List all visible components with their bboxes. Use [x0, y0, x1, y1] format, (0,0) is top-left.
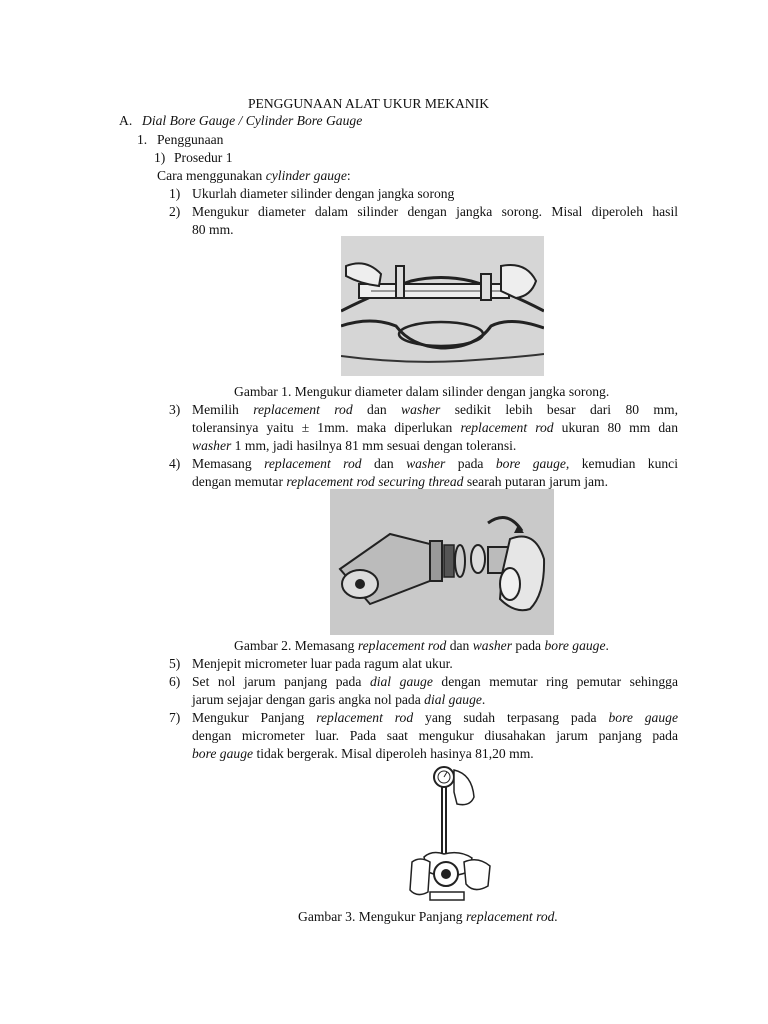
figure-1-caliper-image	[341, 236, 544, 376]
s3-d: washer	[401, 402, 441, 417]
g2-d: washer	[472, 638, 513, 653]
s3-l2a: toleransinya yaitu ± 1mm. maka diperlukan	[192, 420, 461, 435]
s4-a: Memasang	[192, 456, 265, 471]
intro-line	[157, 167, 351, 185]
s7-l3a: bore gauge	[192, 746, 254, 761]
figure-2-bore-gauge-image	[330, 489, 554, 635]
step-7-line-1	[192, 709, 678, 727]
section-a-title: Dial Bore Gauge / Cylinder Bore Gauge	[142, 113, 363, 128]
s4-l2a: dengan memutar	[192, 474, 287, 489]
s3-b: replacement rod	[253, 402, 353, 417]
s3-l3b: 1 mm, jadi hasilnya 81 mm sesuai dengan toleransi.	[231, 438, 517, 453]
s6-c: dengan memutar ring pemutar sehingga	[432, 674, 678, 689]
figure-2-caption	[234, 637, 609, 655]
s4-l2b: replacement rod securing thread	[286, 474, 464, 489]
micrometer-bore-gauge-illustration	[402, 762, 502, 904]
step-1-number: 1)	[169, 186, 181, 201]
figure-1-caption: Gambar 1. Mengukur diameter dalam silinder dengan jangka sorong.	[234, 384, 610, 399]
figure-3-caption	[298, 908, 558, 926]
step-1-text: Ukurlah diameter silinder dengan jangka sorong	[192, 186, 455, 201]
step-4-line-1	[192, 455, 678, 473]
bore-gauge-rod-illustration	[330, 489, 554, 635]
s3-a: Memilih	[192, 402, 254, 417]
s4-d: washer	[406, 456, 446, 471]
s3-e: sedikit lebih besar dari 80 mm,	[440, 402, 678, 417]
s4-b: replacement rod	[264, 456, 362, 471]
s6-l2c: .	[481, 692, 486, 707]
g3-a: Gambar 3. Mengukur Panjang	[298, 909, 466, 924]
proc1-label: Prosedur 1	[174, 150, 233, 165]
step-5-number: 5)	[169, 656, 181, 671]
step-4-number: 4)	[169, 456, 181, 471]
step-7-number: 7)	[169, 710, 181, 725]
s4-l2c: searah putaran jarum jam.	[463, 474, 608, 489]
page-title: PENGGUNAAN ALAT UKUR MEKANIK	[248, 96, 490, 111]
s6-a: Set nol jarum panjang pada	[192, 674, 370, 689]
s7-b: replacement rod	[316, 710, 414, 725]
intro-text: Cara menggunakan	[157, 168, 266, 183]
step-6-line-2	[192, 691, 485, 709]
s4-c: dan	[361, 456, 407, 471]
s7-l3b: tidak bergerak. Misal diperoleh hasinya 81,20 mm.	[253, 746, 534, 761]
sub1-marker: 1.	[137, 132, 148, 147]
s3-c: dan	[352, 402, 402, 417]
s4-e: pada	[445, 456, 496, 471]
s6-b: dial gauge	[369, 674, 433, 689]
step-5-text: Menjepit micrometer luar pada ragum alat ukur.	[192, 656, 453, 671]
step-3-line-1	[192, 401, 678, 419]
proc1-marker: 1)	[154, 150, 166, 165]
step-6-number: 6)	[169, 674, 181, 689]
s3-l2c: ukuran 80 mm dan	[553, 420, 678, 435]
step-2-line-2: 80 mm.	[192, 222, 234, 237]
intro-end: :	[346, 168, 351, 183]
g2-a: Gambar 2. Memasang	[234, 638, 358, 653]
s4-f: bore gauge,	[495, 456, 570, 471]
step-3-number: 3)	[169, 402, 181, 417]
s7-a: Mengukur Panjang	[192, 710, 317, 725]
s3-l3a: washer	[192, 438, 232, 453]
step-7-line-3	[192, 745, 534, 763]
s7-c: yang sudah terpasang pada	[413, 710, 609, 725]
step-2-number: 2)	[169, 204, 181, 219]
g2-e: pada	[512, 638, 545, 653]
step-3-line-3	[192, 437, 516, 455]
section-a-marker: A.	[119, 113, 133, 128]
step-6-line-1	[192, 673, 678, 691]
g2-g: .	[605, 638, 609, 653]
s4-g: kemudian kunci	[569, 456, 678, 471]
s3-l2b: replacement rod	[460, 420, 554, 435]
g2-c: dan	[446, 638, 473, 653]
g3-b: replacement rod.	[466, 909, 558, 924]
s6-l2b: dial gauge	[424, 692, 482, 707]
step-7-line-2: dengan micrometer luar. Pada saat mengukur diusahakan jarum panjang pada	[192, 728, 678, 743]
caliper-illustration	[341, 236, 544, 376]
step-3-line-2	[192, 419, 678, 437]
s6-l2a: jarum sejajar dengan garis angka nol pada	[192, 692, 425, 707]
sub1-label: Penggunaan	[157, 132, 224, 147]
figure-3-measuring-image	[402, 762, 502, 904]
intro-em: cylinder gauge	[265, 168, 347, 183]
g2-f: bore gauge	[544, 638, 606, 653]
s7-d: bore gauge	[608, 710, 678, 725]
step-2-line-1: Mengukur diameter dalam silinder dengan jangka sorong. Misal diperoleh hasil	[192, 204, 678, 219]
g2-b: replacement rod	[357, 638, 447, 653]
